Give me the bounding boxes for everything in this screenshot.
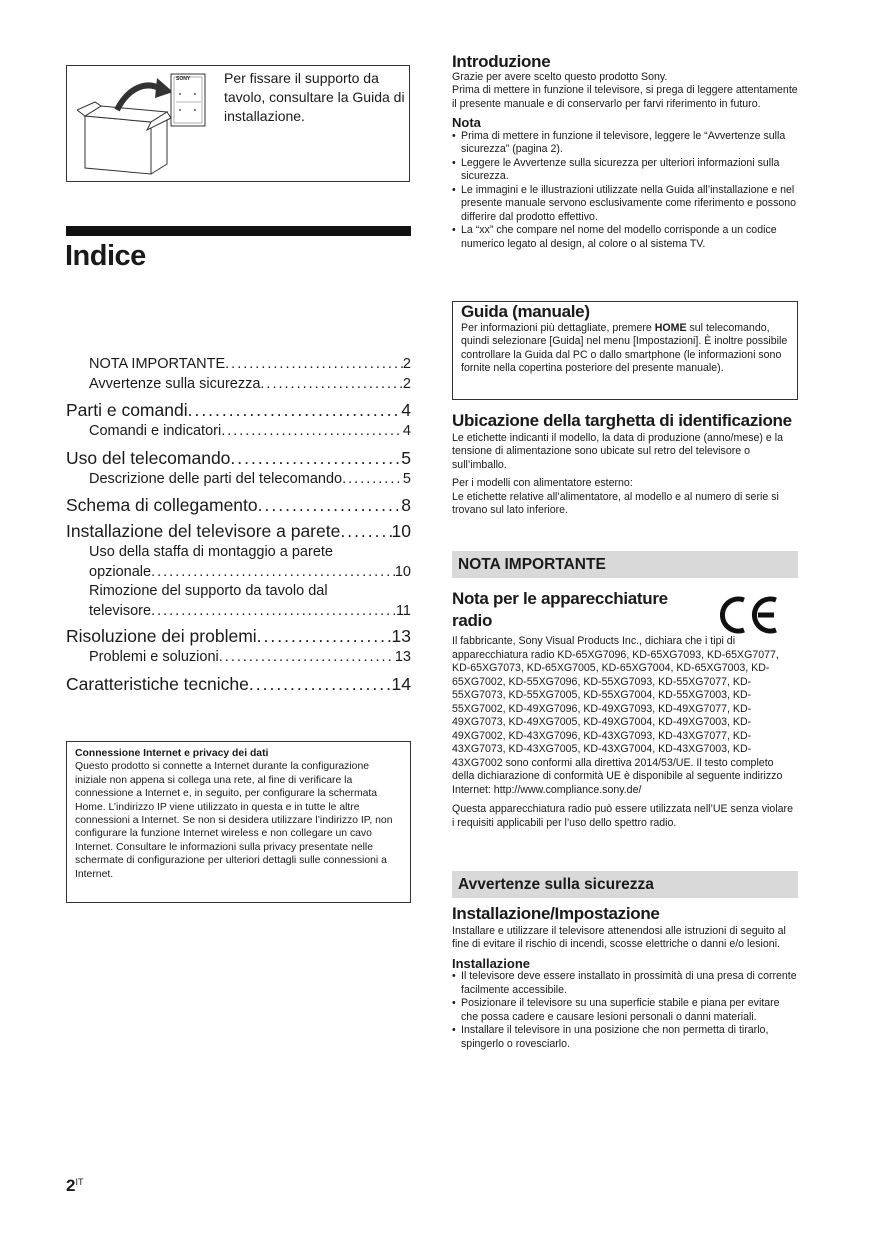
toc-entry[interactable]: Rimozione del supporto da tavolo dal televisore ..... 11 xyxy=(66,582,411,621)
installazione-list xyxy=(452,970,798,1051)
radio-heading: Nota per le apparecchiature radio xyxy=(452,589,668,630)
list-item: • Le immagini e le illustrazioni utilizzate nella Guida all’installazione e nel presente manuale servono esclusivamente come riferimento e possono differire dal prodotto effettivo. xyxy=(452,184,798,225)
installazione-p1: Installare e utilizzare il televisore attenendosi alle istruzioni di seguito al fine di evitare il rischio di incendi, scosse elettriche o danni e/o lesioni. xyxy=(452,924,786,950)
installazione-subheading: Installazione xyxy=(452,955,531,971)
toc-entry[interactable]: Uso del telecomando ..... 5 xyxy=(66,446,411,470)
nota-importante-band: NOTA IMPORTANTE xyxy=(452,551,798,578)
ce-mark-icon xyxy=(720,592,782,638)
list-item: • Leggere le Avvertenze sulla sicurezza per ulteriori informazioni sulla sicurezza. xyxy=(452,157,798,184)
toc-heading-bar xyxy=(66,226,411,236)
installazione-heading: Installazione/Impostazione xyxy=(452,904,660,923)
ubicazione-section xyxy=(452,411,798,518)
box-illustration xyxy=(77,72,217,176)
toc-title: Indice xyxy=(65,240,146,272)
avvertenze-band: Avvertenze sulla sicurezza xyxy=(452,871,798,898)
toc-entry[interactable]: Caratteristiche tecniche ..... 14 xyxy=(66,672,411,696)
list-item: • Il televisore deve essere installato in prossimità di una presa di corrente facilmente accessibile. xyxy=(452,970,798,997)
toc-entry[interactable]: Risoluzione dei problemi ..... 13 xyxy=(66,624,411,648)
toc-entry[interactable]: Schema di collegamento ..... 8 xyxy=(66,493,411,517)
guida-heading: Guida (manuale) xyxy=(461,302,590,321)
ubicazione-p2a: Per i modelli con alimentatore esterno: xyxy=(452,477,633,489)
privacy-notice-box xyxy=(66,741,411,903)
radio-p2: Questa apparecchiatura radio può essere utilizzata nell’UE senza violare i requisiti applicabili per l’uso dello spettro radio. xyxy=(452,803,793,829)
page-number: $2^{IT}$ xyxy=(66,1176,84,1195)
list-item: • La “xx” che compare nel nome del modello corrisponde a un codice numerico legato al design, al colore o al sistema TV. xyxy=(452,224,798,251)
booklet-logo: SONY xyxy=(176,76,191,82)
ubicazione-p2b: Le etichette relative all’alimentatore, al modello e al numero di serie si trovano sul lato inferiore. xyxy=(452,490,779,516)
nota-list xyxy=(452,130,798,252)
privacy-body: Questo prodotto si connette a Internet durante la configurazione iniziale non appena si collega una rete, al fine di verificare la connessione a Internet e, in seguito, per configurare la schermata Home. L’indirizzo IP viene utilizzato in questa e in tutte le altre connessioni a Internet. Se non si desidera utilizzare l’indirizzo IP, non configurare la funzione Internet wireless e non collegare un cavo Internet. Consultare le informazioni sulla privacy presentate nelle schermate di configurazione per ulteriori dettagli sulle connessioni a Internet. xyxy=(75,761,393,880)
stand-note-text: Per fissare il supporto da tavolo, consultare la Guida di installazione. xyxy=(224,70,405,124)
ubicazione-heading: Ubicazione della targhetta di identificazione xyxy=(452,411,792,430)
page-lang: IT xyxy=(75,1177,84,1187)
guida-box xyxy=(452,301,798,400)
ubicazione-p1: Le etichette indicanti il modello, la data di produzione (anno/mese) e la tensione di alimentazione sono ubicate sul retro del televisore o sull’imballo. xyxy=(452,431,783,471)
toc-entry[interactable]: Comandi e indicatori ..... 4 xyxy=(66,422,411,442)
radio-p1: Il fabbricante, Sony Visual Products Inc., dichiara che i tipi di apparecchiatura radio KD-65XG7096, KD-65XG7093, KD-65XG7077, KD-65XG7073, KD-65XG7005, KD-65XG7004, KD-65XG7003, KD-65XG7002, KD-55XG7096, KD-55XG7093, KD-55XG7077, KD-55XG7073, KD-55XG7005, KD-55XG7004, KD-55XG7003, KD-55XG7002, KD-49XG7096, KD-49XG7093, KD-49XG7077, KD-49XG7073, KD-49XG7005, KD-49XG7004, KD-49XG7003, KD-49XG7002, KD-43XG7096, KD-43XG7093, KD-43XG7077, KD-43XG7073, KD-43XG7005, KD-43XG7004, KD-43XG7003, KD-43XG7002 sono conformi alla direttiva 2014/53/UE. Il testo completo della dichiarazione di conformità UE è disponibile al seguente indirizzo Internet: http://www.compliance.sony.de/ xyxy=(452,635,783,796)
intro-heading: Introduzione xyxy=(452,52,551,71)
list-item: • Prima di mettere in funzione il televisore, leggere le “Avvertenze sulla sicurezza” (pagina 2). xyxy=(452,130,798,157)
stand-note-box xyxy=(66,65,410,182)
installazione-section xyxy=(452,904,798,1051)
list-item: • Installare il televisore in una posizione che non permetta di tirarlo, spingerlo o rovesciarlo. xyxy=(452,1024,798,1051)
list-item: • Posizionare il televisore su una superficie stabile e piana per evitare che possa cadere e causare lesioni personali o danni materiali. xyxy=(452,997,798,1024)
table-of-contents xyxy=(66,355,411,696)
privacy-title: Connessione Internet e privacy dei dati xyxy=(75,748,269,759)
toc-entry[interactable]: Problemi e soluzioni ..... 13 xyxy=(66,648,411,668)
toc-entry[interactable]: Descrizione delle parti del telecomando ..... 5 xyxy=(66,470,411,490)
toc-entry[interactable]: NOTA IMPORTANTE ..... 2 xyxy=(66,355,411,375)
guida-text: Per informazioni più dettagliate, premere HOME sul telecomando, quindi selezionare [Guida] nel menu [Impostazioni]. È inoltre possibile controllare la Guida dal PC o dallo smartphone (le informazioni sono fornite nella copertina posteriore del presente manuale). xyxy=(461,321,788,374)
intro-section xyxy=(452,52,798,251)
toc-entry[interactable]: Avvertenze sulla sicurezza ..... 2 xyxy=(66,375,411,395)
toc-entry[interactable]: Parti e comandi ..... 4 xyxy=(66,398,411,422)
toc-entry[interactable]: Uso della staffa di montaggio a parete opzionale ..... 10 xyxy=(66,543,411,582)
intro-p2: Prima di mettere in funzione il televisore, si prega di leggere attentamente il presente manuale e di conservarlo per farvi riferimento in futuro. xyxy=(452,84,798,110)
intro-p1: Grazie per avere scelto questo prodotto Sony. xyxy=(452,70,668,83)
nota-heading: Nota xyxy=(452,115,481,130)
toc-entry[interactable]: Installazione del televisore a parete ..... 10 xyxy=(66,519,411,543)
